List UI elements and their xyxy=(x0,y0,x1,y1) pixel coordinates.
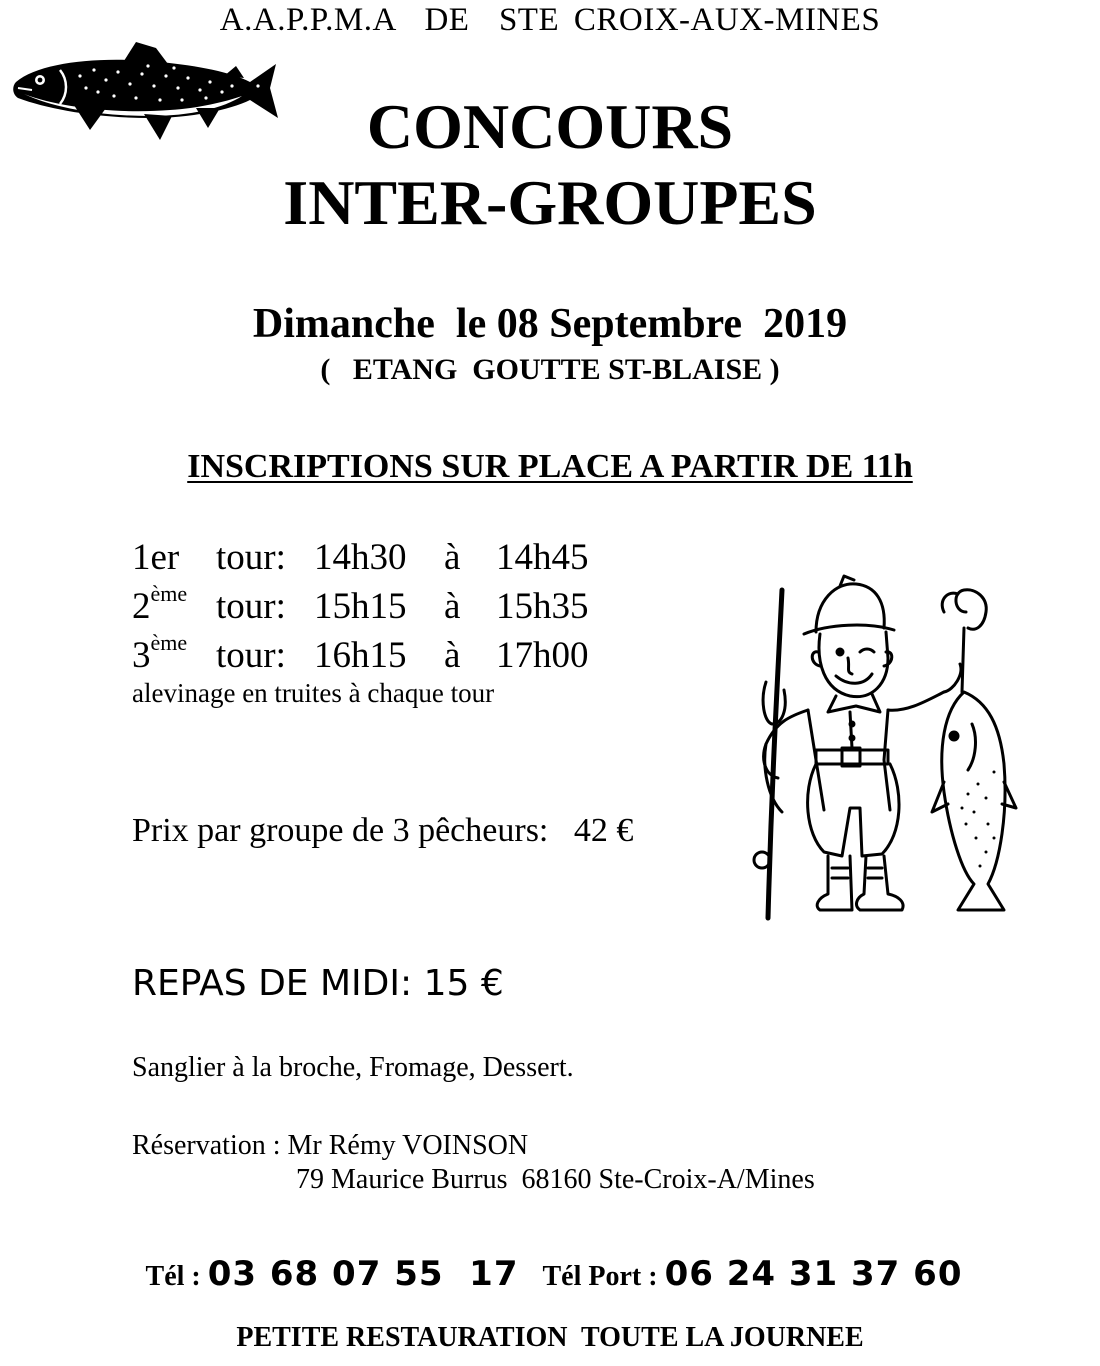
reservation-contact: Réservation : Mr Rémy VOINSON xyxy=(132,1130,529,1161)
page-title-line1: CONCOURS xyxy=(366,91,734,162)
mobile-label: Tél Port : xyxy=(542,1261,665,1292)
event-date: Dimanche le 08 Septembre 2019 xyxy=(252,301,848,347)
tour-start: 16h15 xyxy=(314,635,407,676)
tour-label: tour: xyxy=(216,635,286,676)
tour-sep: à xyxy=(444,537,461,578)
tour-row-1 xyxy=(132,536,632,584)
fisherman-with-fish-illustration xyxy=(732,572,1022,932)
tour-end: 17h00 xyxy=(496,635,589,676)
tour-label: tour: xyxy=(216,586,286,627)
tour-end: 14h45 xyxy=(496,537,589,578)
tour-end: 15h35 xyxy=(496,586,589,627)
page-title-line2: INTER-GROUPES xyxy=(283,167,817,238)
organization-name: A.A.P.P.M.A DE STE CROIX-AUX-MINES xyxy=(219,2,881,38)
reservation-address: 79 Maurice Burrus 68160 Ste-Croix-A/Mines xyxy=(296,1164,815,1195)
event-venue: ( ETANG GOUTTE ST-BLAISE ) xyxy=(320,353,780,386)
footer-notice: PETITE RESTAURATION TOUTE LA JOURNEE xyxy=(236,1322,864,1353)
tour-label: tour: xyxy=(216,537,286,578)
price-per-group: Prix par groupe de 3 pêcheurs: 42 € xyxy=(132,812,634,849)
tour-start: 15h15 xyxy=(314,586,407,627)
registration-notice: INSCRIPTIONS SUR PLACE A PARTIR DE 11h xyxy=(187,448,913,485)
tour-row-3 xyxy=(132,630,632,682)
tour-number: 1er xyxy=(132,537,180,578)
phone-number: 03 68 07 55 17 xyxy=(207,1254,519,1294)
tour-row-2 xyxy=(132,581,632,633)
tour-start: 14h30 xyxy=(314,537,407,578)
tour-number: 3ème xyxy=(132,630,188,676)
meal-title: REPAS DE MIDI: 15 € xyxy=(132,963,504,1004)
phone-row xyxy=(0,1236,1100,1294)
meal-menu: Sanglier à la broche, Fromage, Dessert. xyxy=(132,1052,574,1083)
tour-sep: à xyxy=(444,586,461,627)
phone-label: Tél : xyxy=(145,1261,208,1292)
tours-note: alevinage en truites à chaque tour xyxy=(132,678,495,708)
mobile-number: 06 24 31 37 60 xyxy=(664,1254,963,1294)
tour-number: 2ème xyxy=(132,581,188,627)
tour-sep: à xyxy=(444,635,461,676)
